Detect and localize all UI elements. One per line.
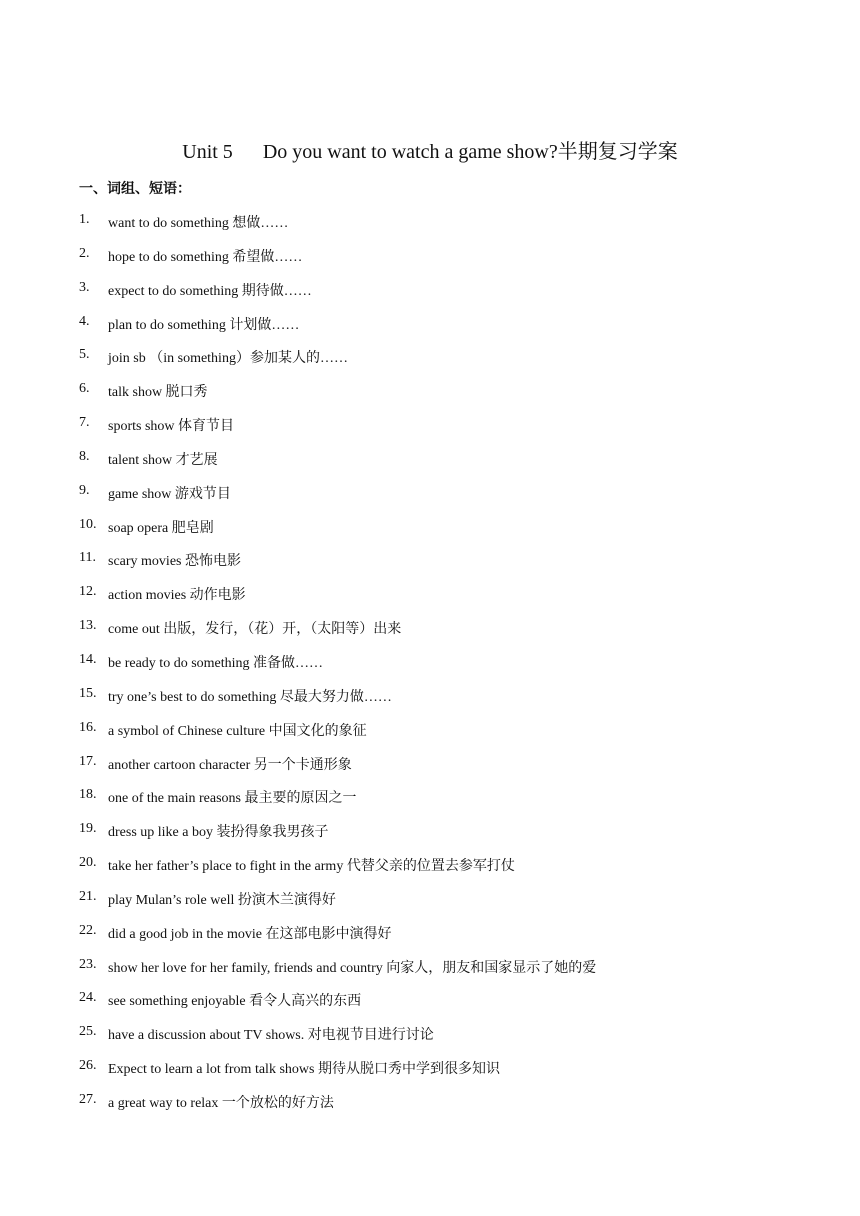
list-item	[0, 720, 860, 754]
item-text: one of the main reasons 最主要的原因之一	[108, 791, 357, 807]
list-item	[0, 280, 860, 314]
list-item	[0, 449, 860, 483]
list-item	[0, 821, 860, 855]
item-number: 18.	[79, 787, 97, 803]
item-number: 21.	[79, 888, 97, 904]
list-item	[0, 618, 860, 652]
item-text: join sb （in something）参加某人的……	[108, 351, 348, 367]
item-text: be ready to do something 准备做……	[108, 655, 324, 671]
item-text: come out 出版，发行，（花）开，（太阳等）出来	[108, 622, 402, 638]
list-item	[0, 1024, 860, 1058]
item-text: plan to do something 计划做……	[108, 317, 300, 333]
list-item	[0, 314, 860, 348]
list-item	[0, 347, 860, 381]
item-number: 26.	[79, 1058, 97, 1074]
phrase-list	[0, 212, 860, 1126]
list-item	[0, 787, 860, 821]
title-text: Do you want to watch a game show?半期复习学案	[262, 141, 678, 163]
section-heading: 一、词组、短语：	[79, 181, 191, 197]
item-text: show her love for her family, friends and country 向家人，朋友和国家显示了她的爱	[108, 960, 597, 976]
item-number: 13.	[79, 618, 97, 634]
list-item	[0, 1092, 860, 1126]
item-text: another cartoon character 另一个卡通形象	[108, 757, 352, 773]
list-item	[0, 381, 860, 415]
item-number: 1.	[79, 212, 90, 227]
item-text: soap opera 肥皂剧	[108, 520, 214, 536]
item-number: 16.	[79, 719, 97, 735]
item-number: 27.	[79, 1091, 97, 1107]
list-item	[0, 923, 860, 957]
item-text: action movies 动作电影	[108, 588, 246, 604]
list-item	[0, 550, 860, 584]
page-title	[0, 135, 860, 164]
list-item	[0, 483, 860, 517]
item-text: Expect to learn a lot from talk shows 期待从脱口秀中学到很多知识	[108, 1062, 500, 1078]
list-item	[0, 754, 860, 788]
item-number: 22.	[79, 922, 97, 938]
item-text: game show 游戏节目	[108, 486, 231, 502]
item-text: want to do something 想做……	[108, 216, 289, 231]
item-text: a great way to relax 一个放松的好方法	[108, 1095, 334, 1111]
item-number: 10.	[79, 516, 97, 532]
item-number: 11.	[79, 550, 96, 566]
item-text: see something enjoyable 看令人高兴的东西	[108, 994, 362, 1010]
list-item	[0, 517, 860, 551]
item-number: 5.	[79, 347, 90, 363]
list-item	[0, 889, 860, 923]
item-number: 12.	[79, 584, 97, 600]
item-text: dress up like a boy 装扮得象我男孩子	[108, 825, 329, 841]
item-text: talk show 脱口秀	[108, 385, 208, 401]
list-item	[0, 212, 860, 246]
item-number: 19.	[79, 821, 97, 837]
item-text: try one’s best to do something 尽最大努力做……	[108, 689, 392, 705]
list-item	[0, 1058, 860, 1092]
item-text: did a good job in the movie 在这部电影中演得好	[108, 926, 392, 942]
list-item	[0, 686, 860, 720]
unit-label: Unit 5	[182, 141, 233, 163]
item-number: 2.	[79, 245, 90, 261]
item-text: scary movies 恐怖电影	[108, 554, 241, 570]
item-text: talent show 才艺展	[108, 452, 218, 468]
item-text: play Mulan’s role well 扮演木兰演得好	[108, 892, 336, 908]
item-number: 6.	[79, 381, 90, 397]
item-text: hope to do something 希望做……	[108, 249, 303, 265]
item-number: 4.	[79, 313, 90, 329]
item-number: 7.	[79, 415, 90, 431]
item-text: sports show 体育节目	[108, 419, 235, 435]
item-number: 9.	[79, 482, 90, 498]
item-number: 25.	[79, 1024, 97, 1040]
list-item	[0, 246, 860, 280]
item-number: 23.	[79, 956, 97, 972]
list-item	[0, 415, 860, 449]
list-item	[0, 855, 860, 889]
item-text: take her father’s place to fight in the army 代替父亲的位置去参军打仗	[108, 859, 515, 875]
item-number: 14.	[79, 651, 97, 667]
list-item	[0, 652, 860, 686]
list-item	[0, 584, 860, 618]
item-number: 20.	[79, 855, 97, 871]
item-number: 3.	[79, 279, 90, 295]
list-item	[0, 957, 860, 991]
item-number: 24.	[79, 990, 97, 1006]
item-text: a symbol of Chinese culture 中国文化的象征	[108, 723, 367, 739]
item-number: 8.	[79, 448, 90, 464]
item-text: expect to do something 期待做……	[108, 283, 312, 299]
item-text: have a discussion about TV shows. 对电视节目进行讨论	[108, 1028, 434, 1044]
item-number: 17.	[79, 753, 97, 769]
item-number: 15.	[79, 685, 97, 701]
list-item	[0, 990, 860, 1024]
